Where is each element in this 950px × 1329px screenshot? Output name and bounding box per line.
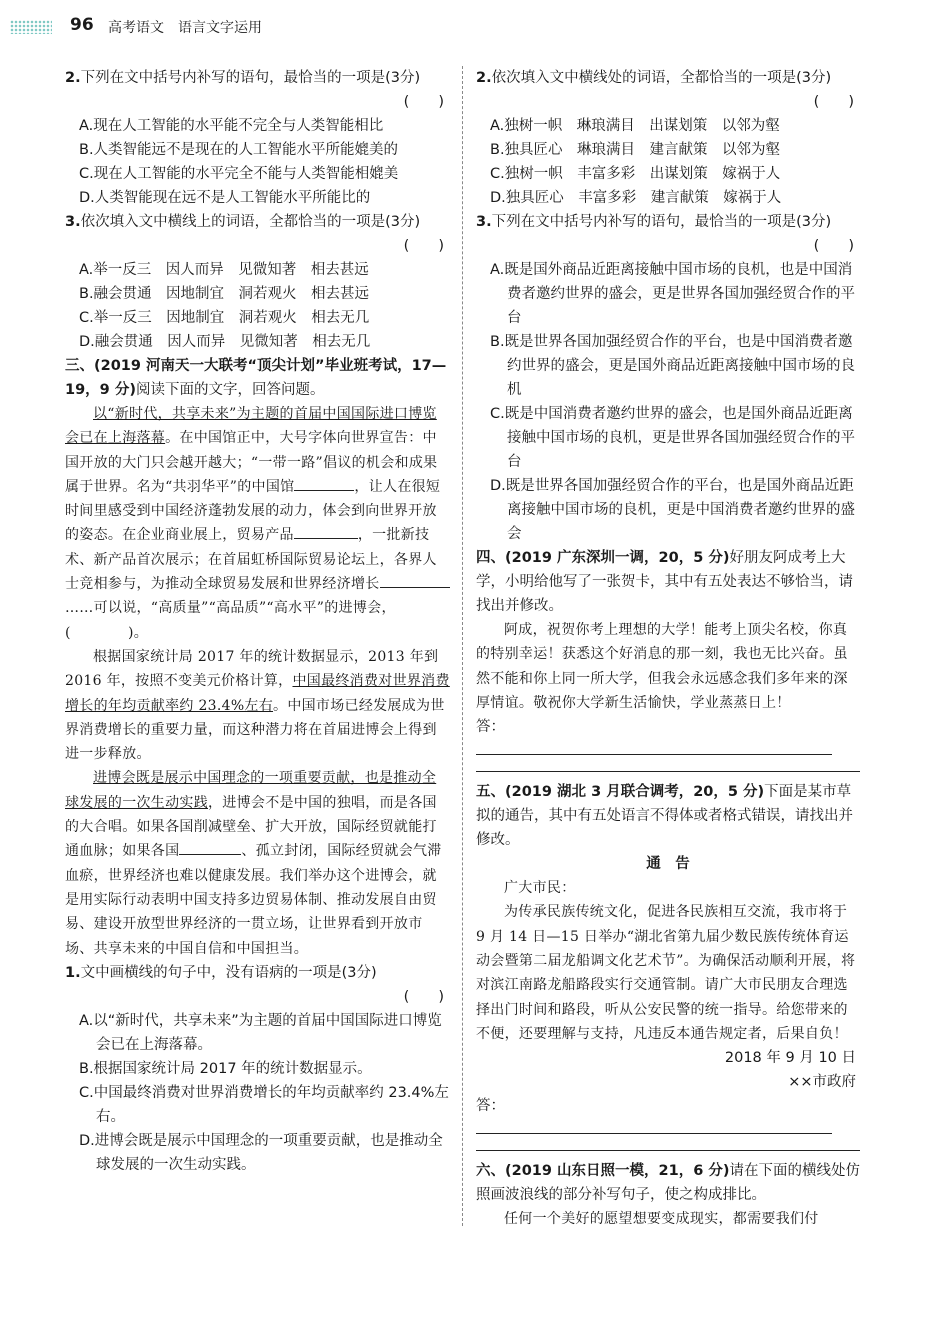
passage-paragraph-2: 根据国家统计局 2017 年的统计数据显示，2013 年到 2016 年，按照不变美元价格计算，中国最终消费对世界消费增长的年均贡献率约 23.4%左右。中国市场已经发展成为世界消费增长的重要力量，而这种潜力将在首届进博会上得到进一步释放。 [65,648,450,763]
option-d[interactable]: D.既是世界各国加强经贸合作的平台，也是国外商品近距离接触中国市场的良机，更是中国消费者邀约世界的盛会 [490,478,855,542]
section-5-heading: 五、(2019 湖北 3 月联合调考，20，5 分)下面是某市草拟的通告，其中有五处语言不得体或者格式错误，请找出并修改。 [476,784,853,849]
option-d[interactable]: D.融会贯通 因人而异 见微知著 相去无几 [79,334,371,350]
option-a[interactable]: A.举一反三 因人而异 见微知著 相去甚远 [79,262,369,278]
fill-blank[interactable] [380,573,450,588]
option-b[interactable]: B.独具匠心 琳琅满目 建言献策 以邻为壑 [490,142,781,158]
notice-signature: ××市政府 [788,1074,856,1091]
fill-blank[interactable] [294,524,358,539]
option-d[interactable]: D.进博会既是展示中国理念的一项重要贡献，也是推动全球发展的一次生动实践。 [79,1132,443,1173]
answer-line[interactable]: 答： [476,715,860,763]
header-dots-decoration [10,20,52,34]
option-a[interactable]: A.以“新时代，共享未来”为主题的首届中国国际进口博览会已在上海落幕。 [79,1012,442,1053]
notice-title: 通 告 [646,856,690,873]
option-c[interactable]: C.独树一帜 丰富多彩 出谋划策 嫁祸于人 [490,166,781,182]
left-column [65,66,450,1177]
question-3-stem: 3.依次填入文中横线上的词语，全都恰当的一项是(3分) [65,214,421,230]
option-c[interactable]: C.中国最终消费对世界消费增长的年均贡献率约 23.4%左右。 [79,1084,449,1125]
option-b[interactable]: B.人类智能远不是现在的人工智能水平所能媲美的 [79,142,399,158]
question-2-stem: 2.依次填入文中横线处的词语，全都恰当的一项是(3分) [476,70,832,86]
fill-blank[interactable] [294,476,354,491]
passage-paragraph-1: 以“新时代，共享未来”为主题的首届中国国际进口博览会已在上海落幕。在中国馆正中，大号字体向世界宣告：中国开放的大门只会越开越大；“一带一路”倡议的机会和成果属于世界。名为“共羽华平”的中国馆 ，让人在很短时间里感受到中国经济蓬勃发展的动力，体会到向世界开放的姿态。在企业商业展上，贸易产品 ，一批新技术、新产品首次展示；在首届虹桥国际贸易论坛上，各界人士竞相参与，为推动全球贸易发展和世界经济增长……可以说，“高质量”“高品质”“高水平”的进博会，( )。 [65,402,450,645]
answer-line[interactable]: 答： [476,1094,860,1142]
answer-paren[interactable]: ( ) [813,94,854,110]
option-b[interactable]: B.根据国家统计局 2017 年的统计数据显示。 [79,1060,372,1077]
option-b[interactable]: B.融会贯通 因地制宜 洞若观火 相去甚远 [79,286,370,302]
notice-date: 2018 年 9 月 10 日 [724,1050,856,1067]
option-c[interactable]: C.现在人工智能的水平完全不能与人类智能相媲美 [79,166,399,182]
option-a[interactable]: A.既是国外商品近距离接触中国市场的良机，也是中国消费者邀约世界的盛会，更是世界各国加强经贸合作的平台 [490,262,855,326]
question-1-stem: 1.文中画横线的句子中，没有语病的一项是(3分) [65,964,377,981]
section-3-heading: 三、(2019 河南天一大联考“顶尖计划”毕业班考试，17—19，9 分)阅读下面的文字，回答问题。 [65,358,447,398]
option-c[interactable]: C.举一反三 因地制宜 洞若观火 相去无几 [79,310,370,326]
greeting-card-text: 阿成，祝贺你考上理想的大学！能考上顶尖名校，你真的特别幸运！获悉这个好消息的那一刻，我也无比兴奋。虽然不能和你上同一所大学，但我会永远感念我们多年来的深厚情谊。敬祝你大学新生活愉快，学业蒸蒸日上！ [476,622,848,711]
answer-paren[interactable]: ( ) [403,238,444,254]
right-column [476,66,860,1232]
section-4-heading: 四、(2019 广东深圳一调，20，5 分)好朋友阿成考上大学，小明给他写了一张贺卡，其中有五处表达不够恰当，请找出并修改。 [476,550,853,614]
answer-rule [476,1150,860,1151]
option-a[interactable]: A.独树一帜 琳琅满目 出谋划策 以邻为壑 [490,118,780,134]
option-b[interactable]: B.既是世界各国加强经贸合作的平台，也是中国消费者邀约世界的盛会，更是国外商品近距离接触中国市场的良机 [490,334,855,398]
option-a[interactable]: A.现在人工智能的水平能不完全与人类智能相比 [79,118,384,134]
option-c[interactable]: C.既是中国消费者邀约世界的盛会，也是国外商品近距离接触中国市场的良机，更是世界各国加强经贸合作的平台 [490,406,855,470]
question-2-stem: 2.下列在文中括号内补写的语句，最恰当的一项是(3分) [65,70,421,86]
fill-blank[interactable] [179,840,241,855]
option-d[interactable]: D.人类智能现在远不是人工智能水平所能比的 [79,190,371,206]
option-d[interactable]: D.独具匠心 丰富多彩 建言献策 嫁祸于人 [490,190,782,206]
passage-paragraph-3: 进博会既是展示中国理念的一项重要贡献，也是推动全球发展的一次生动实践，进博会不是中国的独唱，而是各国的大合唱。如果各国削减壁垒、扩大开放，国际经贸就能打通血脉；如果各国 、孤立封闭，国际经贸就会气滞血瘀，世界经济也难以健康发展。我们举办这个进博会，就是用实际行动表明中国支持多边贸易体制、推动发展自由贸易、建设开放型世界经济的一贯立场，让世界看到开放市场、共享未来的中国自信和中国担当。 [65,770,442,957]
question-3-stem: 3.下列在文中括号内补写的语句，最恰当的一项是(3分) [476,214,832,230]
page-number: 96 [70,15,94,35]
answer-rule [476,771,860,772]
column-divider [462,66,463,1226]
answer-paren[interactable]: ( ) [813,238,854,254]
chapter-title: 语言文字运用 [178,20,262,36]
section-6-text: 任何一个美好的愿望想要变成现实，都需要我们付 [504,1211,819,1228]
page-header [0,14,950,44]
notice-body: 为传承民族传统文化，促进各民族相互交流，我市将于 9 月 14 日—15 日举办“湖北省第九届少数民族传统体育运动会暨第二届龙船调文化艺术节”。为确保活动顺利开展，将对滨江南路龙船路段实行交通管制。请广大市民朋友合理选择出门时间和路段，听从公安民警的统一指导。给您带来的不便，还要理解与支持，凡违反本通告规定者，后果自负！ [476,904,856,1042]
answer-paren[interactable]: ( ) [403,94,444,110]
book-title: 高考语文 [108,20,164,36]
answer-paren[interactable]: ( ) [403,988,444,1005]
notice-salutation: 广大市民： [504,880,576,897]
section-6-heading: 六、(2019 山东日照一模，21，6 分)请在下面的横线处仿照画波浪线的部分补写句子，使之构成排比。 [476,1163,860,1204]
